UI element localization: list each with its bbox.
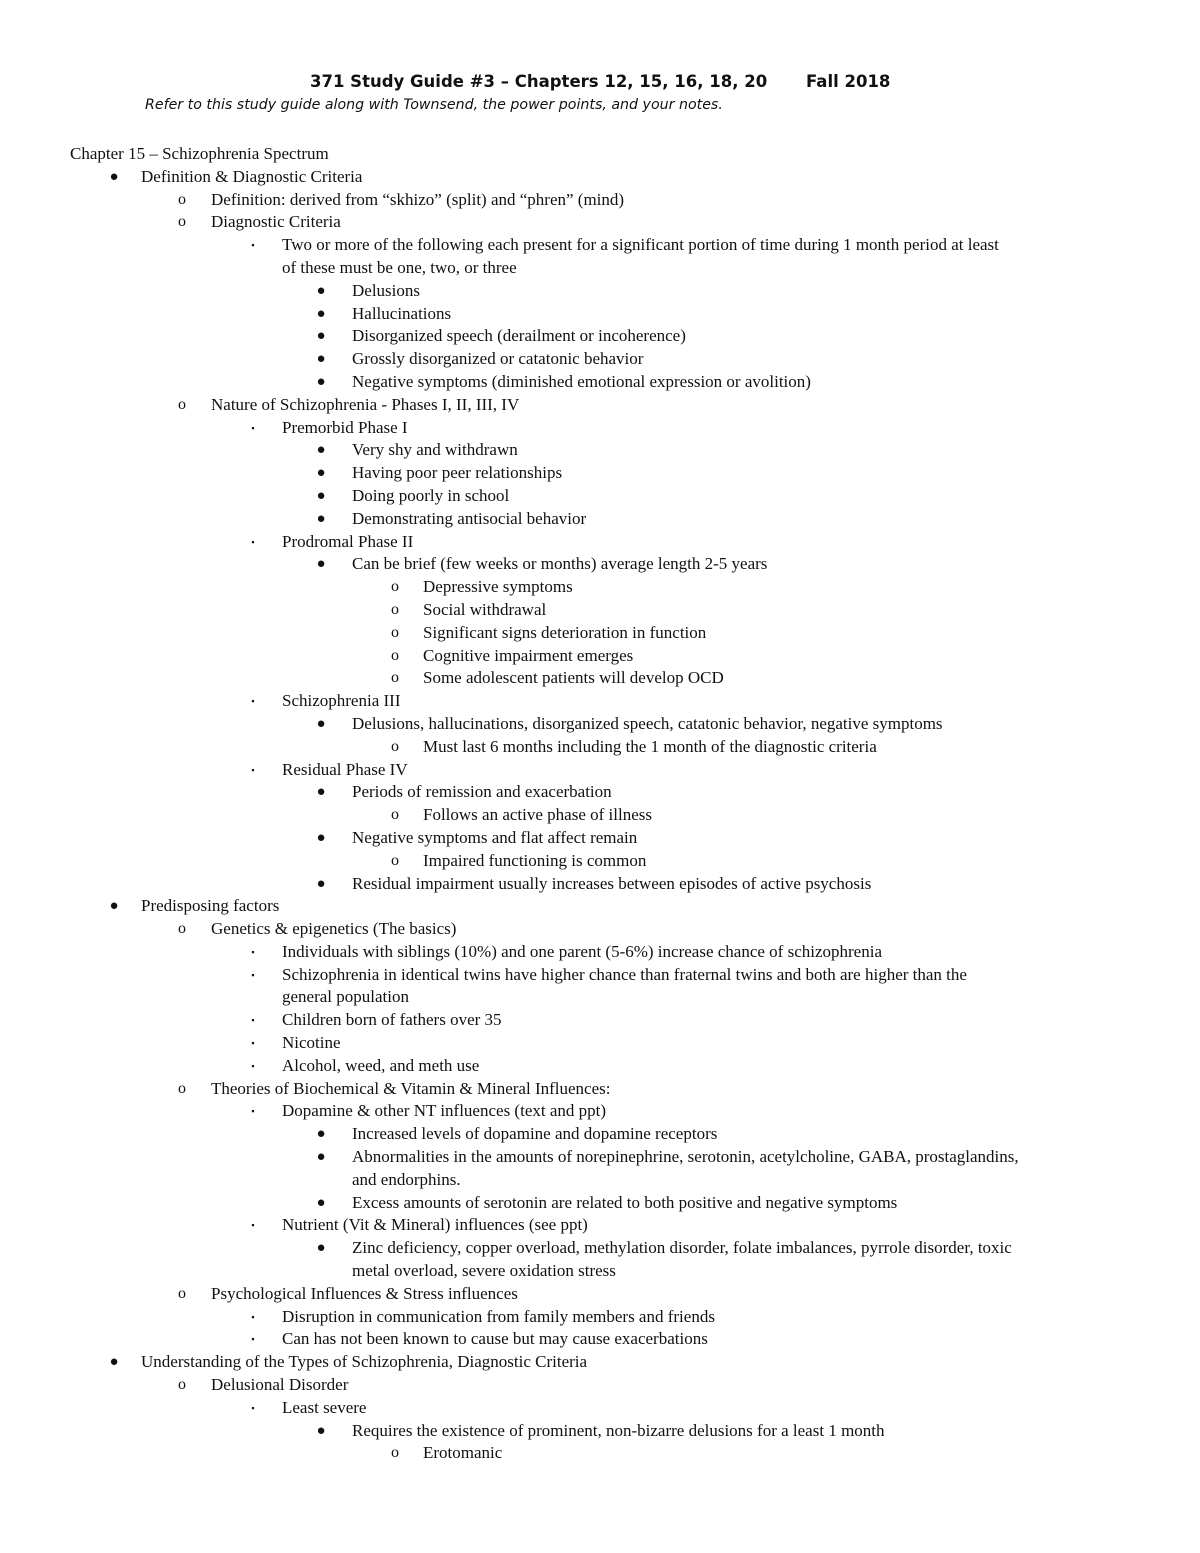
disc-bullet-icon: ● bbox=[316, 715, 326, 732]
outline-item bbox=[0, 234, 1200, 257]
outline-item bbox=[0, 1260, 1200, 1283]
outline-item-text: of these must be one, two, or three bbox=[282, 257, 517, 277]
square-bullet-icon: ▪ bbox=[251, 1220, 255, 1231]
outline-item bbox=[0, 918, 1200, 941]
outline-item-text: Children born of fathers over 35 bbox=[282, 1010, 502, 1030]
outline-item bbox=[0, 1420, 1200, 1443]
outline-item bbox=[0, 303, 1200, 326]
outline-item-text: Can has not been known to cause but may cause exacerbations bbox=[282, 1329, 708, 1349]
outline-item-text: Nicotine bbox=[282, 1033, 341, 1053]
outline-item-text: Must last 6 months including the 1 month of the diagnostic criteria bbox=[423, 736, 877, 756]
outline-item bbox=[0, 417, 1200, 440]
outline-list bbox=[0, 143, 1200, 1465]
outline-item-text: Premorbid Phase I bbox=[282, 417, 408, 437]
outline-item bbox=[0, 1328, 1200, 1351]
square-bullet-icon: ▪ bbox=[251, 696, 255, 707]
outline-item-text: metal overload, severe oxidation stress bbox=[352, 1261, 616, 1281]
disc-bullet-icon: ● bbox=[316, 442, 326, 459]
outline-item bbox=[0, 622, 1200, 645]
disc-bullet-icon: ● bbox=[316, 465, 326, 482]
outline-item bbox=[0, 1374, 1200, 1397]
square-bullet-icon: ▪ bbox=[251, 240, 255, 251]
square-bullet-icon: ▪ bbox=[251, 1402, 255, 1413]
circle-bullet-icon: o bbox=[391, 806, 399, 824]
outline-item-text: Impaired functioning is common bbox=[423, 850, 647, 870]
outline-item-text: Prodromal Phase II bbox=[282, 531, 414, 551]
disc-bullet-icon: ● bbox=[316, 305, 326, 322]
outline-item bbox=[0, 1032, 1200, 1055]
outline-item bbox=[0, 804, 1200, 827]
square-bullet-icon: ▪ bbox=[251, 536, 255, 547]
outline-item-text: Residual impairment usually increases between episodes of active psychosis bbox=[352, 873, 872, 893]
circle-bullet-icon: o bbox=[178, 395, 186, 413]
outline-item-text: Periods of remission and exacerbation bbox=[352, 782, 612, 802]
outline-item bbox=[0, 325, 1200, 348]
circle-bullet-icon: o bbox=[178, 190, 186, 208]
circle-bullet-icon: o bbox=[391, 737, 399, 755]
term-label: Fall 2018 bbox=[806, 72, 891, 91]
outline-item-text: Demonstrating antisocial behavior bbox=[352, 508, 587, 528]
outline-item-text: Cognitive impairment emerges bbox=[423, 645, 634, 665]
square-bullet-icon: ▪ bbox=[251, 422, 255, 433]
disc-bullet-icon: ● bbox=[316, 1240, 326, 1257]
disc-bullet-icon: ● bbox=[316, 1126, 326, 1143]
outline-item-text: Hallucinations bbox=[352, 303, 452, 323]
outline-item bbox=[0, 189, 1200, 212]
outline-item-text: Grossly disorganized or catatonic behavior bbox=[352, 349, 644, 369]
outline-item-text: Genetics & epigenetics (The basics) bbox=[211, 919, 457, 939]
outline-item-text: Significant signs deterioration in function bbox=[423, 622, 707, 642]
circle-bullet-icon: o bbox=[391, 669, 399, 687]
outline-item bbox=[0, 485, 1200, 508]
outline-item-text: Very shy and withdrawn bbox=[352, 440, 518, 460]
outline-item bbox=[0, 371, 1200, 394]
outline-item bbox=[0, 690, 1200, 713]
outline-item bbox=[0, 1146, 1200, 1169]
outline-item-text: Alcohol, weed, and meth use bbox=[282, 1055, 480, 1075]
outline-item bbox=[0, 462, 1200, 485]
circle-bullet-icon: o bbox=[391, 851, 399, 869]
outline-item bbox=[0, 827, 1200, 850]
outline-item-text: Depressive symptoms bbox=[423, 577, 573, 597]
outline-item bbox=[0, 1397, 1200, 1420]
outline-item bbox=[0, 1306, 1200, 1329]
circle-bullet-icon: o bbox=[178, 920, 186, 938]
outline-item bbox=[0, 667, 1200, 690]
outline-item bbox=[0, 1283, 1200, 1306]
outline-item bbox=[0, 257, 1200, 280]
outline-item bbox=[0, 713, 1200, 736]
outline-item bbox=[0, 1351, 1200, 1374]
square-bullet-icon: ▪ bbox=[251, 969, 255, 980]
disc-bullet-icon: ● bbox=[316, 373, 326, 390]
outline-item-text: Schizophrenia in identical twins have higher chance than fraternal twins and both are higher than the bbox=[282, 964, 967, 984]
outline-item bbox=[0, 599, 1200, 622]
outline-item-text: Social withdrawal bbox=[423, 599, 547, 619]
outline-item-text: Zinc deficiency, copper overload, methylation disorder, folate imbalances, pyrrole disorder, toxic bbox=[352, 1238, 1012, 1258]
outline-item-text: Individuals with siblings (10%) and one parent (5-6%) increase chance of schizophrenia bbox=[282, 941, 882, 961]
outline-item-text: general population bbox=[282, 987, 409, 1007]
outline-item-text: Delusions bbox=[352, 280, 420, 300]
outline-item-text: Can be brief (few weeks or months) average length 2-5 years bbox=[352, 554, 768, 574]
square-bullet-icon: ▪ bbox=[251, 1311, 255, 1322]
square-bullet-icon: ▪ bbox=[251, 1060, 255, 1071]
outline-item bbox=[0, 166, 1200, 189]
outline-item-text: Requires the existence of prominent, non-bizarre delusions for a least 1 month bbox=[352, 1420, 885, 1440]
page-subtitle: Refer to this study guide along with Townsend, the power points, and your notes. bbox=[145, 97, 723, 113]
circle-bullet-icon: o bbox=[178, 213, 186, 231]
outline-item-text: Predisposing factors bbox=[141, 896, 280, 916]
outline-item bbox=[0, 850, 1200, 873]
outline-item-text: Chapter 15 – Schizophrenia Spectrum bbox=[70, 144, 329, 163]
outline-item-text: Disruption in communication from family members and friends bbox=[282, 1306, 715, 1326]
circle-bullet-icon: o bbox=[391, 600, 399, 618]
outline-item-text: Having poor peer relationships bbox=[352, 463, 563, 483]
square-bullet-icon: ▪ bbox=[251, 1015, 255, 1026]
disc-bullet-icon: ● bbox=[316, 1149, 326, 1166]
circle-bullet-icon: o bbox=[178, 1079, 186, 1097]
disc-bullet-icon: ● bbox=[316, 510, 326, 527]
circle-bullet-icon: o bbox=[178, 1376, 186, 1394]
outline-item-text: Nutrient (Vit & Mineral) influences (see ppt) bbox=[282, 1215, 588, 1235]
disc-bullet-icon: ● bbox=[316, 328, 326, 345]
page-title: 371 Study Guide #3 – Chapters 12, 15, 16, 18, 20 bbox=[310, 72, 768, 91]
outline-item bbox=[0, 553, 1200, 576]
outline-item-text: Negative symptoms (diminished emotional expression or avolition) bbox=[352, 371, 811, 391]
outline-item-text: Understanding of the Types of Schizophrenia, Diagnostic Criteria bbox=[141, 1352, 588, 1372]
outline-item bbox=[0, 531, 1200, 554]
square-bullet-icon: ▪ bbox=[251, 946, 255, 957]
disc-bullet-icon: ● bbox=[316, 487, 326, 504]
outline-item bbox=[0, 1009, 1200, 1032]
outline-item-text: Delusional Disorder bbox=[211, 1375, 349, 1395]
outline-item bbox=[0, 759, 1200, 782]
outline-item bbox=[0, 1055, 1200, 1078]
circle-bullet-icon: o bbox=[391, 623, 399, 641]
outline-item-text: Disorganized speech (derailment or incoherence) bbox=[352, 326, 686, 346]
outline-item-text: Two or more of the following each present for a significant portion of time during 1 month period at least bbox=[282, 235, 999, 255]
disc-bullet-icon: ● bbox=[316, 282, 326, 299]
outline-item-text: Doing poorly in school bbox=[352, 485, 510, 505]
outline-item-text: Schizophrenia III bbox=[282, 691, 401, 711]
circle-bullet-icon: o bbox=[391, 1444, 399, 1462]
outline-item-text: Dopamine & other NT influences (text and ppt) bbox=[282, 1101, 607, 1121]
outline-item bbox=[0, 736, 1200, 759]
outline-item-text: Increased levels of dopamine and dopamine receptors bbox=[352, 1124, 718, 1144]
outline-item bbox=[0, 508, 1200, 531]
outline-item bbox=[0, 211, 1200, 234]
outline-item-text: Definition: derived from “skhizo” (split) and “phren” (mind) bbox=[211, 189, 625, 209]
outline-item bbox=[0, 1237, 1200, 1260]
disc-bullet-icon: ● bbox=[316, 1422, 326, 1439]
square-bullet-icon: ▪ bbox=[251, 764, 255, 775]
disc-bullet-icon: ● bbox=[316, 829, 326, 846]
square-bullet-icon: ▪ bbox=[251, 1106, 255, 1117]
outline-item bbox=[0, 143, 1200, 166]
circle-bullet-icon: o bbox=[391, 578, 399, 596]
outline-item bbox=[0, 439, 1200, 462]
circle-bullet-icon: o bbox=[178, 1284, 186, 1302]
outline-item bbox=[0, 1123, 1200, 1146]
outline-item bbox=[0, 348, 1200, 371]
disc-bullet-icon: ● bbox=[109, 1354, 119, 1371]
disc-bullet-icon: ● bbox=[316, 875, 326, 892]
disc-bullet-icon: ● bbox=[316, 351, 326, 368]
outline-item bbox=[0, 873, 1200, 896]
outline-item-text: Delusions, hallucinations, disorganized speech, catatonic behavior, negative symptoms bbox=[352, 713, 943, 733]
outline-item bbox=[0, 1192, 1200, 1215]
outline-item bbox=[0, 1169, 1200, 1192]
outline-item-text: Definition & Diagnostic Criteria bbox=[141, 166, 363, 186]
outline-item bbox=[0, 394, 1200, 417]
disc-bullet-icon: ● bbox=[316, 784, 326, 801]
square-bullet-icon: ▪ bbox=[251, 1334, 255, 1345]
outline-item bbox=[0, 280, 1200, 303]
outline-item-text: Some adolescent patients will develop OCD bbox=[423, 668, 724, 688]
outline-item-text: Negative symptoms and flat affect remain bbox=[352, 827, 638, 847]
outline-item-text: and endorphins. bbox=[352, 1169, 461, 1189]
outline-item-text: Least severe bbox=[282, 1397, 367, 1417]
disc-bullet-icon: ● bbox=[316, 1194, 326, 1211]
outline-item-text: Follows an active phase of illness bbox=[423, 805, 652, 825]
outline-item-text: Psychological Influences & Stress influences bbox=[211, 1283, 518, 1303]
outline-item bbox=[0, 1214, 1200, 1237]
outline-item-text: Nature of Schizophrenia - Phases I, II, III, IV bbox=[211, 394, 520, 414]
disc-bullet-icon: ● bbox=[109, 898, 119, 915]
outline-item bbox=[0, 964, 1200, 987]
disc-bullet-icon: ● bbox=[316, 556, 326, 573]
outline-item-text: Theories of Biochemical & Vitamin & Mineral Influences: bbox=[211, 1078, 611, 1098]
outline-item-text: Excess amounts of serotonin are related to both positive and negative symptoms bbox=[352, 1192, 898, 1212]
outline-item-text: Erotomanic bbox=[423, 1443, 503, 1463]
disc-bullet-icon: ● bbox=[109, 168, 119, 185]
outline-item bbox=[0, 781, 1200, 804]
outline-item bbox=[0, 895, 1200, 918]
outline-item bbox=[0, 576, 1200, 599]
outline-item-text: Diagnostic Criteria bbox=[211, 212, 341, 232]
outline-item bbox=[0, 1442, 1200, 1465]
outline-item-text: Abnormalities in the amounts of norepinephrine, serotonin, acetylcholine, GABA, prostaglandins, bbox=[352, 1147, 1019, 1167]
outline-item bbox=[0, 1078, 1200, 1101]
square-bullet-icon: ▪ bbox=[251, 1038, 255, 1049]
circle-bullet-icon: o bbox=[391, 646, 399, 664]
outline-item bbox=[0, 941, 1200, 964]
outline-item-text: Residual Phase IV bbox=[282, 759, 408, 779]
outline-item bbox=[0, 986, 1200, 1009]
outline-item bbox=[0, 645, 1200, 668]
outline-item bbox=[0, 1100, 1200, 1123]
